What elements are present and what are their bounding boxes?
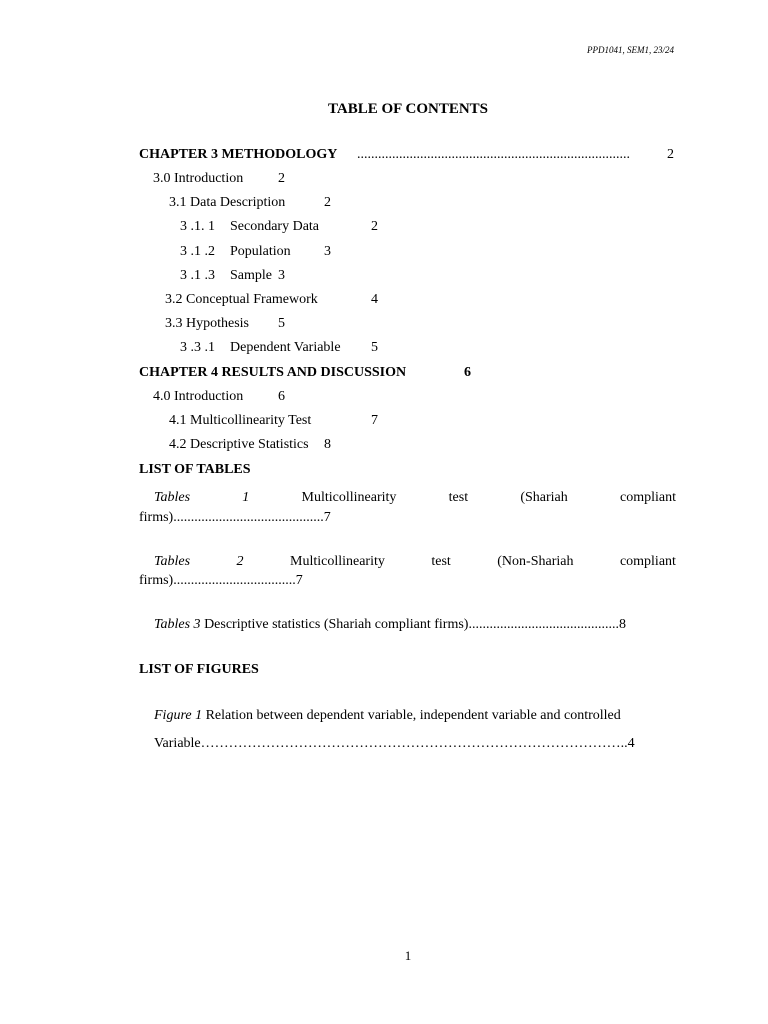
toc-entry-3-1-1[interactable]: Secondary Data (230, 219, 320, 234)
toc-page-number: 2 (278, 171, 285, 186)
list-of-figures-heading: LIST OF FIGURES (139, 662, 259, 677)
figure-title: Relation between dependent variable, independent variable and controlled (202, 708, 621, 723)
toc-leader-dots: .............................................................................. (357, 147, 630, 162)
list-item-table-3[interactable] (154, 617, 626, 633)
toc-entry-number: 3 .1. 1 (180, 219, 215, 234)
table-title-word: compliant (619, 554, 676, 569)
table-title-continuation: firms)...........................................7 (139, 510, 331, 525)
toc-entry-number: 3 .1 .3 (180, 268, 215, 283)
table-title-continuation: firms)...................................7 (139, 573, 303, 588)
toc-entry-3-1-2[interactable]: Population (230, 244, 291, 259)
toc-page-number: 6 (464, 365, 471, 380)
toc-entry-number: 3 .3 .1 (180, 340, 215, 355)
table-title: Descriptive statistics (Shariah compliant firms)...........................................8 (200, 617, 626, 632)
table-title-word: (Non-Shariah (497, 554, 574, 569)
toc-page-number: 2 (324, 195, 331, 210)
toc-entry-4-2[interactable]: 4.2 Descriptive Statistics (169, 437, 309, 452)
toc-page-number: 3 (278, 268, 285, 283)
toc-page-number: 8 (324, 437, 331, 452)
page-title: TABLE OF CONTENTS (327, 101, 489, 117)
table-title-word: test (431, 554, 451, 569)
toc-entry-number: 3 .1 .2 (180, 244, 215, 259)
toc-page-number: 2 (667, 147, 674, 162)
table-title-word: test (448, 490, 469, 505)
list-item-table-2[interactable] (154, 554, 676, 570)
toc-entry-4-1[interactable]: 4.1 Multicollinearity Test (169, 413, 312, 428)
toc-page-number: 5 (371, 340, 378, 355)
toc-page-number: 4 (371, 292, 378, 307)
toc-entry-3-1-3[interactable]: Sample (230, 268, 272, 283)
toc-chapter-3[interactable]: CHAPTER 3 METHODOLOGY (139, 147, 338, 162)
toc-page-number: 5 (278, 316, 285, 331)
figure-title-continuation: Variable………………………………………………………………………………..4 (154, 736, 635, 751)
table-caption-word: Tables (154, 554, 191, 569)
table-title-word: Multicollinearity (290, 554, 385, 569)
toc-entry-3-2[interactable]: 3.2 Conceptual Framework (165, 292, 318, 307)
table-title-word: Multicollinearity (301, 490, 397, 505)
toc-chapter-4[interactable]: CHAPTER 4 RESULTS AND DISCUSSION (139, 365, 407, 380)
toc-page-number: 2 (371, 219, 378, 234)
list-item-figure-1[interactable] (154, 708, 621, 724)
list-item-table-1[interactable] (154, 490, 676, 506)
table-title-word: compliant (620, 490, 676, 505)
toc-entry-3-1[interactable]: 3.1 Data Description (169, 195, 286, 210)
table-title-word: (Shariah (520, 490, 568, 505)
table-caption-number: 2 (236, 554, 244, 569)
toc-page-number: 3 (324, 244, 331, 259)
table-caption: Tables 3 (154, 617, 201, 632)
figure-caption: Figure 1 (154, 708, 203, 723)
table-caption-word: Tables (154, 490, 191, 505)
page-number: 1 (404, 948, 412, 963)
toc-entry-4-0[interactable]: 4.0 Introduction (153, 389, 244, 404)
list-of-tables-heading: LIST OF TABLES (139, 462, 251, 477)
header-course-code: PPD1041, SEM1, 23/24 (587, 45, 674, 55)
toc-entry-3-0[interactable]: 3.0 Introduction (153, 171, 244, 186)
toc-page-number: 6 (278, 389, 285, 404)
toc-entry-3-3-1[interactable]: Dependent Variable (230, 340, 341, 355)
toc-entry-3-3[interactable]: 3.3 Hypothesis (165, 316, 249, 331)
table-caption-number: 1 (242, 490, 250, 505)
toc-page-number: 7 (371, 413, 378, 428)
